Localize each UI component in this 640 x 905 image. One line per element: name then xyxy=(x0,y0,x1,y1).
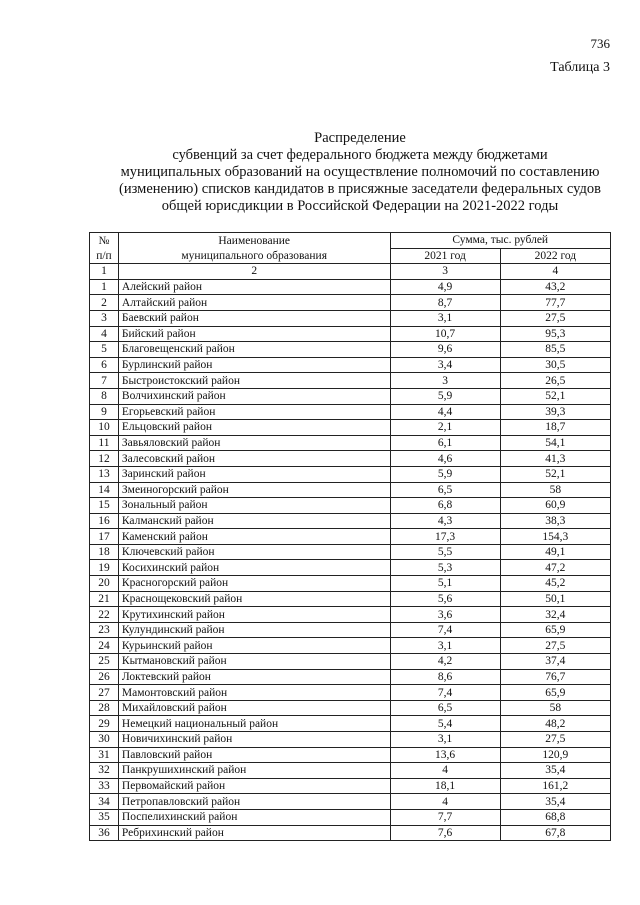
row-number: 25 xyxy=(90,654,119,670)
municipality-name: Краснощековский район xyxy=(118,591,390,607)
amount-2022: 49,1 xyxy=(500,544,610,560)
title-line: Распределение xyxy=(314,130,406,146)
amount-2022: 52,1 xyxy=(500,388,610,404)
amount-2021: 5,9 xyxy=(390,388,500,404)
amount-2021: 5,6 xyxy=(390,591,500,607)
municipality-name: Косихинский район xyxy=(118,560,390,576)
row-number: 1 xyxy=(90,279,119,295)
row-number: 30 xyxy=(90,732,119,748)
row-number: 10 xyxy=(90,420,119,436)
amount-2021: 4,6 xyxy=(390,451,500,467)
amount-2022: 161,2 xyxy=(500,778,610,794)
amount-2021: 5,3 xyxy=(390,560,500,576)
row-number: 31 xyxy=(90,747,119,763)
amount-2022: 43,2 xyxy=(500,279,610,295)
table-row xyxy=(90,420,611,436)
index-cell: 2 xyxy=(118,264,390,280)
table-row xyxy=(90,373,611,389)
header-year-2021: 2021 год xyxy=(390,248,500,264)
amount-2021: 6,5 xyxy=(390,700,500,716)
amount-2022: 76,7 xyxy=(500,669,610,685)
amount-2021: 6,8 xyxy=(390,498,500,514)
amount-2021: 18,1 xyxy=(390,778,500,794)
amount-2021: 9,6 xyxy=(390,342,500,358)
table-row xyxy=(90,700,611,716)
municipality-name: Михайловский район xyxy=(118,700,390,716)
table-row xyxy=(90,825,611,841)
table-row xyxy=(90,778,611,794)
amount-2021: 13,6 xyxy=(390,747,500,763)
row-number: 35 xyxy=(90,809,119,825)
municipality-name: Немецкий национальный район xyxy=(118,716,390,732)
row-number: 27 xyxy=(90,685,119,701)
amount-2021: 4 xyxy=(390,763,500,779)
municipality-name: Локтевский район xyxy=(118,669,390,685)
amount-2022: 27,5 xyxy=(500,310,610,326)
municipality-name: Быстроистокский район xyxy=(118,373,390,389)
row-number: 17 xyxy=(90,529,119,545)
amount-2021: 6,5 xyxy=(390,482,500,498)
row-number: 3 xyxy=(90,310,119,326)
table-row xyxy=(90,466,611,482)
amount-2022: 85,5 xyxy=(500,342,610,358)
index-cell: 3 xyxy=(390,264,500,280)
amount-2021: 7,4 xyxy=(390,622,500,638)
table-header-row xyxy=(90,248,611,264)
table-row xyxy=(90,342,611,358)
municipality-name: Бурлинский район xyxy=(118,357,390,373)
row-number: 21 xyxy=(90,591,119,607)
amount-2021: 7,7 xyxy=(390,809,500,825)
table-row xyxy=(90,388,611,404)
page-number: 736 xyxy=(590,36,610,51)
row-number: 29 xyxy=(90,716,119,732)
row-number: 9 xyxy=(90,404,119,420)
municipality-name: Ребрихинский район xyxy=(118,825,390,841)
amount-2021: 3,4 xyxy=(390,357,500,373)
title-line: (изменению) списков кандидатов в присяжные заседатели федеральных судов xyxy=(119,181,601,197)
amount-2022: 65,9 xyxy=(500,685,610,701)
table-row xyxy=(90,544,611,560)
table-row xyxy=(90,622,611,638)
municipality-name: Ключевский район xyxy=(118,544,390,560)
amount-2021: 4,4 xyxy=(390,404,500,420)
amount-2022: 58 xyxy=(500,700,610,716)
table-row xyxy=(90,607,611,623)
amount-2021: 8,7 xyxy=(390,295,500,311)
row-number: 28 xyxy=(90,700,119,716)
subvention-table xyxy=(89,232,611,841)
amount-2022: 35,4 xyxy=(500,794,610,810)
table-row xyxy=(90,357,611,373)
row-number: 32 xyxy=(90,763,119,779)
row-number: 4 xyxy=(90,326,119,342)
municipality-name: Залесовский район xyxy=(118,451,390,467)
row-number: 33 xyxy=(90,778,119,794)
amount-2021: 10,7 xyxy=(390,326,500,342)
amount-2022: 77,7 xyxy=(500,295,610,311)
municipality-name: Поспелихинский район xyxy=(118,809,390,825)
municipality-name: Калманский район xyxy=(118,513,390,529)
municipality-name: Павловский район xyxy=(118,747,390,763)
table-row xyxy=(90,591,611,607)
municipality-name: Ельцовский район xyxy=(118,420,390,436)
row-number: 23 xyxy=(90,622,119,638)
row-number: 26 xyxy=(90,669,119,685)
municipality-name: Мамонтовский район xyxy=(118,685,390,701)
amount-2021: 17,3 xyxy=(390,529,500,545)
title-line: общей юрисдикции в Российской Федерации на 2021-2022 годы xyxy=(161,198,559,214)
row-number: 7 xyxy=(90,373,119,389)
table-row xyxy=(90,404,611,420)
amount-2021: 2,1 xyxy=(390,420,500,436)
amount-2022: 18,7 xyxy=(500,420,610,436)
amount-2022: 41,3 xyxy=(500,451,610,467)
amount-2021: 3,6 xyxy=(390,607,500,623)
municipality-name: Первомайский район xyxy=(118,778,390,794)
header-name-sub: муниципального образования xyxy=(118,248,390,264)
municipality-name: Егорьевский район xyxy=(118,404,390,420)
row-number: 5 xyxy=(90,342,119,358)
table-row xyxy=(90,794,611,810)
amount-2022: 65,9 xyxy=(500,622,610,638)
table-row xyxy=(90,763,611,779)
header-num-sub: п/п xyxy=(90,248,119,264)
municipality-name: Кулундинский район xyxy=(118,622,390,638)
header-name: Наименование xyxy=(118,233,390,249)
row-number: 6 xyxy=(90,357,119,373)
amount-2021: 6,1 xyxy=(390,435,500,451)
municipality-name: Красногорский район xyxy=(118,576,390,592)
row-number: 8 xyxy=(90,388,119,404)
row-number: 34 xyxy=(90,794,119,810)
row-number: 2 xyxy=(90,295,119,311)
table-row xyxy=(90,529,611,545)
amount-2021: 3,1 xyxy=(390,638,500,654)
amount-2022: 26,5 xyxy=(500,373,610,389)
municipality-name: Кытмановский район xyxy=(118,654,390,670)
amount-2022: 54,1 xyxy=(500,435,610,451)
amount-2021: 5,1 xyxy=(390,576,500,592)
index-cell: 4 xyxy=(500,264,610,280)
amount-2021: 7,6 xyxy=(390,825,500,841)
municipality-name: Крутихинский район xyxy=(118,607,390,623)
amount-2022: 27,5 xyxy=(500,732,610,748)
amount-2022: 58 xyxy=(500,482,610,498)
row-number: 22 xyxy=(90,607,119,623)
table-label: Таблица 3 xyxy=(550,60,610,75)
amount-2022: 30,5 xyxy=(500,357,610,373)
row-number: 20 xyxy=(90,576,119,592)
table-row xyxy=(90,513,611,529)
row-number: 12 xyxy=(90,451,119,467)
row-number: 19 xyxy=(90,560,119,576)
amount-2022: 48,2 xyxy=(500,716,610,732)
municipality-name: Петропавловский район xyxy=(118,794,390,810)
table-row xyxy=(90,747,611,763)
table-row xyxy=(90,685,611,701)
municipality-name: Змеиногорский район xyxy=(118,482,390,498)
municipality-name: Баевский район xyxy=(118,310,390,326)
amount-2022: 37,4 xyxy=(500,654,610,670)
municipality-name: Алтайский район xyxy=(118,295,390,311)
index-cell: 1 xyxy=(90,264,119,280)
municipality-name: Новичихинский район xyxy=(118,732,390,748)
table-row xyxy=(90,279,611,295)
municipality-name: Бийский район xyxy=(118,326,390,342)
amount-2021: 5,4 xyxy=(390,716,500,732)
row-number: 36 xyxy=(90,825,119,841)
amount-2021: 4,3 xyxy=(390,513,500,529)
amount-2022: 68,8 xyxy=(500,809,610,825)
amount-2022: 67,8 xyxy=(500,825,610,841)
title-line: субвенций за счет федерального бюджета между бюджетами xyxy=(172,147,548,163)
table-row xyxy=(90,435,611,451)
amount-2021: 5,9 xyxy=(390,466,500,482)
table-row xyxy=(90,482,611,498)
amount-2022: 38,3 xyxy=(500,513,610,529)
amount-2021: 5,5 xyxy=(390,544,500,560)
row-number: 13 xyxy=(90,466,119,482)
municipality-name: Курьинский район xyxy=(118,638,390,654)
table-row xyxy=(90,326,611,342)
table-row xyxy=(90,576,611,592)
row-number: 15 xyxy=(90,498,119,514)
table-row xyxy=(90,716,611,732)
header-sum: Сумма, тыс. рублей xyxy=(390,233,611,249)
amount-2021: 3,1 xyxy=(390,732,500,748)
amount-2022: 35,4 xyxy=(500,763,610,779)
amount-2022: 39,3 xyxy=(500,404,610,420)
table-row xyxy=(90,560,611,576)
row-number: 11 xyxy=(90,435,119,451)
row-number: 16 xyxy=(90,513,119,529)
table-row xyxy=(90,732,611,748)
table-header-row xyxy=(90,233,611,249)
table-row xyxy=(90,451,611,467)
amount-2021: 4,2 xyxy=(390,654,500,670)
amount-2022: 45,2 xyxy=(500,576,610,592)
amount-2022: 47,2 xyxy=(500,560,610,576)
amount-2022: 95,3 xyxy=(500,326,610,342)
amount-2021: 4 xyxy=(390,794,500,810)
municipality-name: Завьяловский район xyxy=(118,435,390,451)
table-row xyxy=(90,638,611,654)
municipality-name: Панкрушихинский район xyxy=(118,763,390,779)
header-num: № xyxy=(90,233,119,249)
amount-2021: 3 xyxy=(390,373,500,389)
amount-2021: 7,4 xyxy=(390,685,500,701)
amount-2022: 32,4 xyxy=(500,607,610,623)
municipality-name: Волчихинский район xyxy=(118,388,390,404)
document-title xyxy=(70,130,640,215)
amount-2021: 4,9 xyxy=(390,279,500,295)
table-body xyxy=(90,279,611,840)
amount-2022: 27,5 xyxy=(500,638,610,654)
table-row xyxy=(90,295,611,311)
amount-2022: 52,1 xyxy=(500,466,610,482)
row-number: 18 xyxy=(90,544,119,560)
municipality-name: Зональный район xyxy=(118,498,390,514)
table-row xyxy=(90,654,611,670)
title-line: муниципальных образований на осуществление полномочий по составлению xyxy=(120,164,600,180)
amount-2021: 8,6 xyxy=(390,669,500,685)
table-index-row xyxy=(90,264,611,280)
municipality-name: Алейский район xyxy=(118,279,390,295)
row-number: 14 xyxy=(90,482,119,498)
table-row xyxy=(90,310,611,326)
amount-2022: 50,1 xyxy=(500,591,610,607)
amount-2022: 120,9 xyxy=(500,747,610,763)
municipality-name: Благовещенский район xyxy=(118,342,390,358)
amount-2022: 60,9 xyxy=(500,498,610,514)
amount-2021: 3,1 xyxy=(390,310,500,326)
municipality-name: Заринский район xyxy=(118,466,390,482)
table-row xyxy=(90,669,611,685)
table-row xyxy=(90,498,611,514)
row-number: 24 xyxy=(90,638,119,654)
table-row xyxy=(90,809,611,825)
amount-2022: 154,3 xyxy=(500,529,610,545)
header-year-2022: 2022 год xyxy=(500,248,610,264)
municipality-name: Каменский район xyxy=(118,529,390,545)
